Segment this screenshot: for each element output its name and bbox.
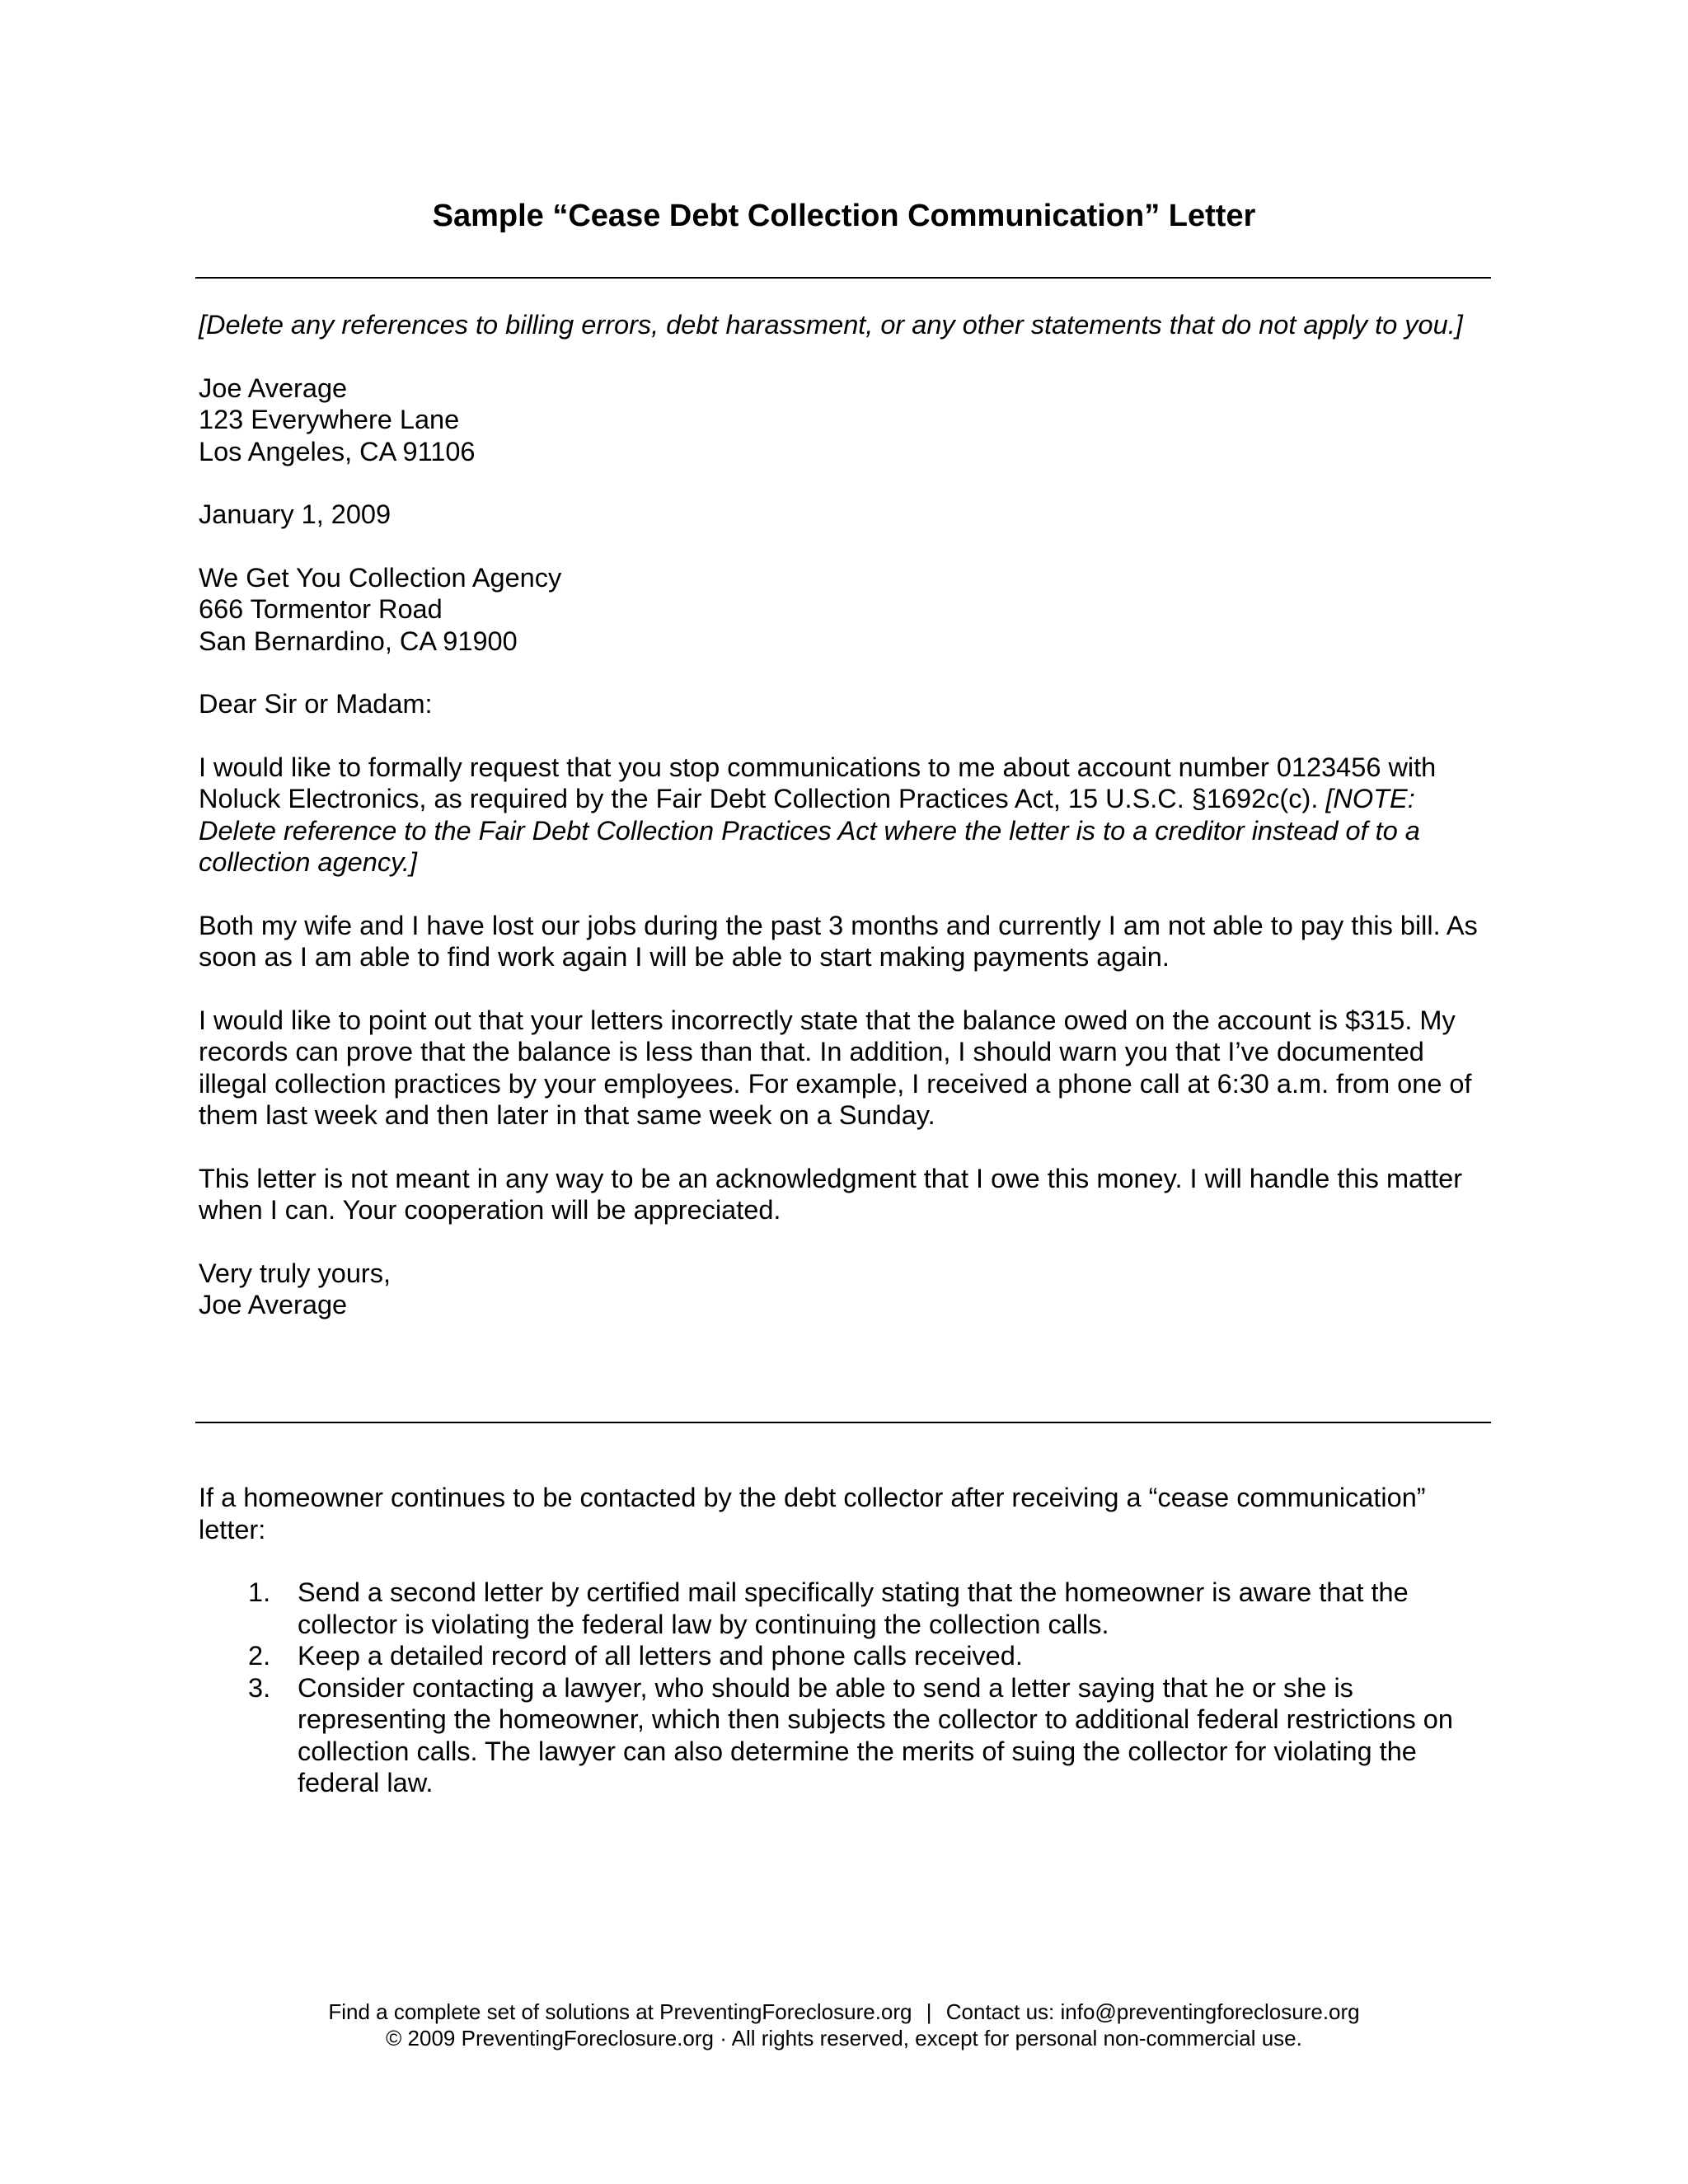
paragraph-situation: Both my wife and I have lost our jobs during the past 3 months and currently I am not able to pay this bill. As soon as I am able to find work again I will be able to start making payments again. bbox=[199, 910, 1478, 972]
bottom-divider bbox=[195, 1422, 1491, 1423]
footer-copyright: © 2009 PreventingForeclosure.org · All rights reserved, except for personal non-commercial use. bbox=[386, 2026, 1302, 2050]
paragraph-request bbox=[199, 752, 1494, 879]
list-item-number: 2. bbox=[248, 1641, 271, 1671]
recipient-name: We Get You Collection Agency bbox=[199, 562, 562, 593]
document-title: Sample “Cease Debt Collection Communication” Letter bbox=[432, 199, 1256, 233]
list-item-text: Send a second letter by certified mail specifically stating that the homeowner is aware that the collector is violating the federal law by continuing the collection calls. bbox=[298, 1577, 1409, 1639]
salutation: Dear Sir or Madam: bbox=[199, 689, 433, 719]
closing-block bbox=[199, 1258, 1494, 1321]
sender-address bbox=[199, 373, 1494, 468]
footer-separator: | bbox=[926, 1999, 932, 2024]
footer-solutions-text: Find a complete set of solutions at PreventingForeclosure.org bbox=[328, 1999, 912, 2024]
page-footer bbox=[0, 1999, 1688, 2051]
footer-contact-text: Contact us: info@preventingforeclosure.org bbox=[945, 1999, 1360, 2024]
recipient-street: 666 Tormentor Road bbox=[199, 594, 443, 624]
paragraph-request-note: [NOTE: Delete reference to the Fair Debt Collection Practices Act where the letter is to a creditor instead of to a collection agency.] bbox=[199, 784, 1420, 877]
recipient-city: San Bernardino, CA 91900 bbox=[199, 626, 518, 656]
paragraph-request-text: I would like to formally request that you stop communications to me about account number 0123456 with Noluck Electronics, as required by the Fair Debt Collection Practices Act, 15 U.S.C. §1692c(c). bbox=[199, 752, 1437, 813]
list-item bbox=[199, 1640, 1494, 1672]
footer-line-1 bbox=[0, 1999, 1688, 2025]
top-divider bbox=[195, 277, 1491, 279]
list-item bbox=[199, 1672, 1494, 1799]
list-item-text: Keep a detailed record of all letters and phone calls received. bbox=[298, 1641, 1023, 1671]
list-item-number: 3. bbox=[248, 1672, 271, 1703]
paragraph-acknowledgment: This letter is not meant in any way to be an acknowledgment that I owe this money. I will handle this matter when I can. Your cooperation will be appreciated. bbox=[199, 1163, 1463, 1225]
sender-name: Joe Average bbox=[199, 373, 348, 403]
sender-city: Los Angeles, CA 91106 bbox=[199, 436, 476, 466]
letter-body bbox=[199, 309, 1494, 1321]
paragraph-dispute: I would like to point out that your letters incorrectly state that the balance owed on the account is $315. My records can prove that the balance is less than that. In addition, I should warn you that I’ve documented illegal collection practices by your employees. For example, I received a phone call at 6:30 a.m. from one of them last week and then later in that same week on a Sunday. bbox=[199, 1005, 1472, 1130]
list-item-number: 1. bbox=[248, 1577, 271, 1607]
closing: Very truly yours, bbox=[199, 1258, 391, 1288]
letter-date: January 1, 2009 bbox=[199, 499, 392, 529]
instruction-note: [Delete any references to billing errors, debt harassment, or any other statements that do not apply to you.] bbox=[199, 310, 1463, 340]
recipient-address bbox=[199, 562, 1494, 658]
followup-steps bbox=[199, 1577, 1494, 1799]
signature: Joe Average bbox=[199, 1290, 348, 1319]
list-item bbox=[199, 1577, 1494, 1640]
followup-section bbox=[199, 1482, 1494, 1799]
followup-intro: If a homeowner continues to be contacted by the debt collector after receiving a “cease communication” letter: bbox=[199, 1483, 1426, 1544]
sender-street: 123 Everywhere Lane bbox=[199, 405, 460, 434]
list-item-text: Consider contacting a lawyer, who should be able to send a letter saying that he or she is representing the homeowner, which then subjects the collector to additional federal restrictions on collection calls. The lawyer can also determine the merits of suing the collector for violating the federal law. bbox=[298, 1672, 1453, 1797]
